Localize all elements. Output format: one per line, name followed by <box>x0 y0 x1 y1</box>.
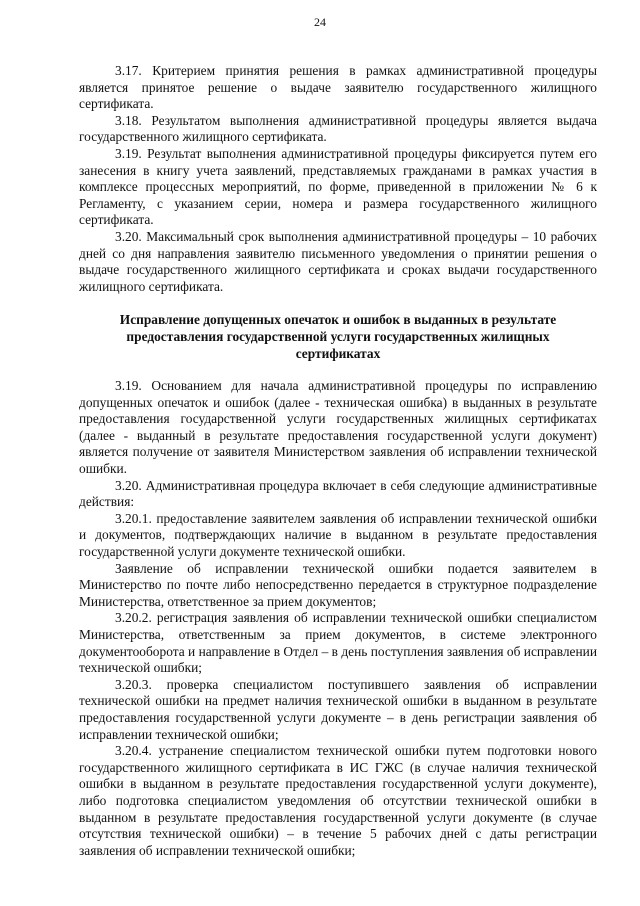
paragraph-3-20-deadline: 3.20. Максимальный срок выполнения административной процедуры – 10 рабочих дней со дня направления заявителю письменного уведомления о принятии решения о выдаче государственного жилищного сертификата и сроках выдачи государственного жилищного сертификата. <box>79 228 597 294</box>
document-body <box>79 63 597 859</box>
page-number: 24 <box>314 15 326 29</box>
paragraph-3-17: 3.17. Критерием принятия решения в рамках административной процедуры является принятое решение о выдаче заявителю государственного жилищного сертификата. <box>79 63 597 112</box>
paragraph-3-20-actions: 3.20. Административная процедура включает в себя следующие административные действия: <box>79 477 597 510</box>
paragraph-3-20-1: 3.20.1. предоставление заявителем заявления об исправлении технической ошибки и документов, подтверждающих наличие в выданном в результате предоставления государственной услуги документе технической ошибки. <box>79 510 597 560</box>
paragraph-3-18: 3.18. Результатом выполнения административной процедуры является выдача государственного жилищного сертификата. <box>79 112 597 145</box>
paragraph-3-20-4: 3.20.4. устранение специалистом технической ошибки путем подготовки нового государственного жилищного сертификата в ИС ГЖС (в случае наличия технической ошибки в выданном в результате предоставления государственной услуги документе), либо подготовка специалистом уведомления об отсутствии технической ошибки в выданном в результате предоставления государственной услуги документе (в случае отсутствия технической ошибки) – в течение 5 рабочих дней с даты регистрации заявления об исправлении технической ошибки; <box>79 743 597 858</box>
paragraph-3-19-result: 3.19. Результат выполнения административной процедуры фиксируется путем его занесения в книгу учета заявлений, представляемых гражданами в рамках участия в комплексе процессных мероприятий, по форме, приведенной в приложении № 6 к Регламенту, с указанием серии, номера и размера государственного жилищного сертификата. <box>79 145 597 228</box>
section-heading: Исправление допущенных опечаток и ошибок в выданных в результате предоставления государственной услуги государственных жилищных сертификатах <box>119 312 557 361</box>
paragraph-3-19-basis: 3.19. Основанием для начала административной процедуры по исправлению допущенных опечаток и ошибок (далее - техническая ошибка) в выданных в результате предоставления государственной услуги государственных жилищных сертификатах (далее - выданный в результате предоставления государственной услуги документ) является получение от заявителя Министерством заявления об исправлении технической ошибки. <box>79 378 597 477</box>
paragraph-3-20-2: 3.20.2. регистрация заявления об исправлении технической ошибки специалистом Министерства, ответственным за прием документов, в системе электронного документооборота и направление в Отдел – в день поступления заявления об исправлении технической ошибки; <box>79 610 597 676</box>
paragraph-application-submission: Заявление об исправлении технической ошибки подается заявителем в Министерство по почте либо непосредственно передается в структурное подразделение Министерства, ответственное за прием документов; <box>79 560 597 609</box>
paragraph-3-20-3: 3.20.3. проверка специалистом поступившего заявления об исправлении технической ошибки на предмет наличия технической ошибки в выданном в результате предоставления государственной услуги документе – в день регистрации заявления об исправлении технической ошибки; <box>79 676 597 742</box>
